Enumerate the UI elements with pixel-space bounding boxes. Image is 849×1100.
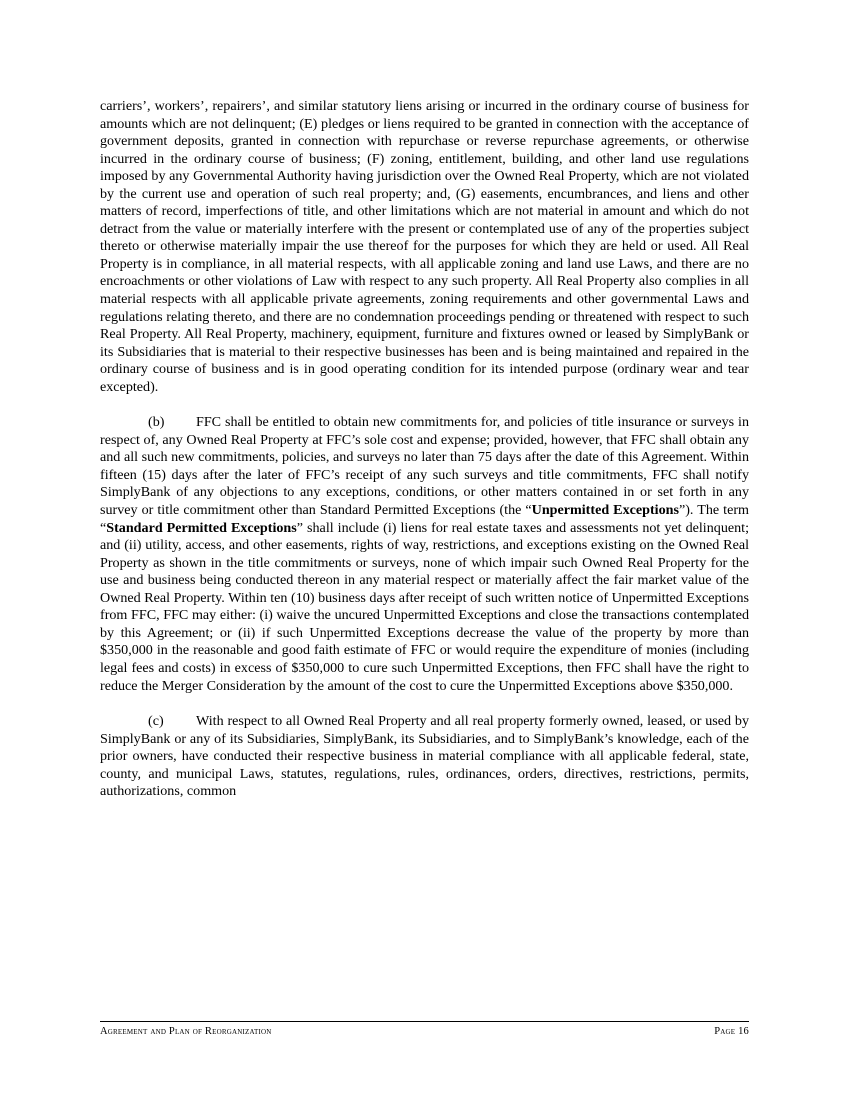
paragraph-c-text: With respect to all Owned Real Property and all real property formerly owned, leased, or used by SimplyBank or any of its Subsidiaries, SimplyBank, its Subsidiaries, and to SimplyBank’s knowledge, each of the prior owners, have conducted their respective business in material compliance with all applicable federal, state, county, and municipal Laws, statutes, regulations, rules, ordinances, orders, directives, restrictions, permits, authorizations, common	[100, 713, 749, 800]
footer-document-title: Agreement and Plan of Reorganization	[100, 1026, 272, 1037]
paragraph-a-continued: carriers’, workers’, repairers’, and similar statutory liens arising or incurred in the ordinary course of business for amounts which are not delinquent; (E) pledges or liens required to be granted in connection with the acceptance of government deposits, granted in connection with repurchase or reverse repurchase agreements, or otherwise incurred in the ordinary course of business; (F) zoning, entitlement, building, and other land use regulations imposed by any Governmental Authority having jurisdiction over the Owned Real Property, which are not violated by the current use and operation of such real property; and, (G) easements, encumbrances, and liens and other matters of record, imperfections of title, and other limitations which are not material in amount and which do not detract from the value or materially interfere with the present or contemplated use of any of the properties subject thereto or otherwise materially impair the use thereof for the purposes for which they are held or used. All Real Property is in compliance, in all material respects, with all applicable zoning and land use Laws, and there are no encroachments or other violations of Law with respect to any such property. All Real Property also complies in all material respects with all applicable private agreements, zoning requirements and other governmental Laws and regulations relating thereto, and there are no condemnation proceedings pending or threatened with respect to such Real Property. All Real Property, machinery, equipment, furniture and fixtures owned or leased by SimplyBank or its Subsidiaries that is material to their respective businesses has been and is being maintained and repaired in the ordinary course of business and is in good operating condition for its intended purpose (ordinary wear and tear excepted).	[100, 98, 749, 395]
paragraph-b	[100, 414, 749, 695]
paragraph-b-text-3: ” shall include (i) liens for real estate taxes and assessments not yet delinquent; and (ii) utility, access, and other easements, rights of way, restrictions, and exceptions existing on the Owned Real Property as shown in the title commitments or surveys, none of which impair such Owned Real Property for the use and business being conducted thereon in any material respect or materially affect the fair market value of the Owned Real Property. Within ten (10) business days after receipt of such written notice of Unpermitted Exceptions from FFC, FFC may either: (i) waive the uncured Unpermitted Exceptions and close the transactions contemplated by this Agreement; or (ii) if such Unpermitted Exceptions decrease the value of the property by more than $350,000 in the reasonable and good faith estimate of FFC or would require the expenditure of monies (including legal fees and costs) in excess of $350,000 to cure such Unpermitted Exceptions, then FFC shall have the right to reduce the Merger Consideration by the amount of the cost to cure the Unpermitted Exceptions above $350,000.	[100, 519, 749, 694]
paragraph-c	[100, 713, 749, 801]
page-footer	[100, 1021, 749, 1037]
paragraph-b-marker: (b)	[148, 414, 165, 431]
defined-term-standard-permitted-exceptions: Standard Permitted Exceptions	[106, 519, 297, 536]
footer-page-number: Page 16	[714, 1026, 749, 1037]
defined-term-unpermitted-exceptions: Unpermitted Exceptions	[531, 502, 679, 519]
page-body	[100, 98, 749, 801]
paragraph-b-text-1: FFC shall be entitled to obtain new commitments for, and policies of title insurance or surveys in respect of, any Owned Real Property at FFC’s sole cost and expense; provided, however, that FFC shall obtain any and all such new commitments, policies, and surveys no later than 75 days after the date of this Agreement. Within fifteen (15) days after the later of FFC’s receipt of any such surveys and title commitments, FFC shall notify SimplyBank of any objections to any exceptions, conditions, or other matters contained in or set forth in any survey or title commitment other than Standard Permitted Exceptions (the “	[100, 414, 749, 519]
paragraph-c-marker: (c)	[148, 713, 164, 730]
paragraph-b-text-2: ”). The term “	[100, 502, 749, 536]
